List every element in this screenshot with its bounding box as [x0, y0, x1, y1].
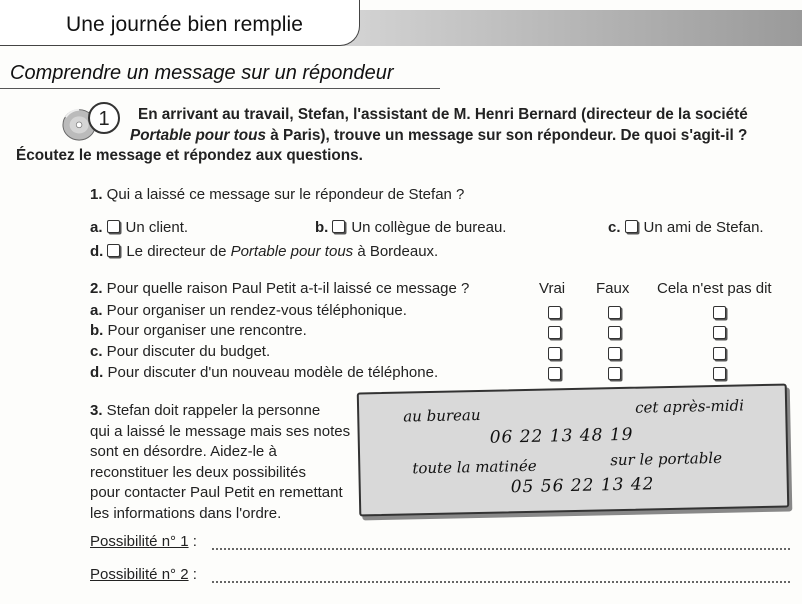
- option-label: Un ami de Stefan.: [643, 219, 764, 236]
- q3-text: Stefan doit rappeler la personne: [102, 402, 321, 419]
- q2-row-b: [90, 322, 307, 339]
- checkbox[interactable]: [625, 220, 638, 233]
- note-au-bureau: au bureau: [403, 405, 481, 426]
- option-label-end: à Bordeaux.: [353, 243, 439, 260]
- possibility-sep: :: [188, 533, 197, 550]
- exercise-instructions: [16, 105, 790, 167]
- option-label: Un client.: [125, 219, 189, 236]
- row-label: Pour discuter d'un nouveau modèle de téléphone.: [103, 364, 439, 381]
- section-title: Comprendre un message sur un répondeur: [10, 62, 394, 84]
- checkbox[interactable]: [107, 244, 120, 257]
- question-1-number: 1.: [90, 186, 103, 203]
- q3-line: [90, 401, 350, 422]
- question-1-text: Qui a laissé ce message sur le répondeur de Stefan ?: [102, 186, 465, 203]
- possibility-2: [90, 566, 197, 583]
- option-letter: c.: [608, 219, 621, 236]
- possibility-1-answer-line[interactable]: [212, 548, 790, 550]
- q3-line: sont en désordre. Aidez-le à: [90, 443, 277, 460]
- row-letter: c.: [90, 343, 103, 360]
- checkbox-a-faux[interactable]: [608, 306, 621, 319]
- question-2: [90, 280, 469, 297]
- note-apres-midi: cet après-midi: [634, 396, 745, 417]
- question-3-number: 3.: [90, 402, 103, 419]
- handwritten-note: [357, 384, 790, 517]
- q1-option-b: [315, 219, 506, 236]
- row-letter: b.: [90, 322, 104, 339]
- company-name: Portable pour tous: [230, 243, 354, 260]
- q1-option-a: [90, 219, 188, 236]
- note-matinee: toute la matinée: [412, 456, 537, 478]
- checkbox[interactable]: [332, 220, 345, 233]
- note-portable: sur le portable: [610, 448, 723, 470]
- q1-option-c: [608, 219, 764, 236]
- q3-line: pour contacter Paul Petit en remettant: [90, 484, 343, 501]
- possibility-sep: :: [188, 566, 197, 583]
- checkbox-d-faux[interactable]: [608, 367, 621, 380]
- checkbox-c-pas-dit[interactable]: [713, 347, 726, 360]
- checkbox-a-vrai[interactable]: [548, 306, 561, 319]
- note-phone-1: 06 22 13 48 19: [489, 424, 634, 448]
- row-letter: a.: [90, 302, 103, 319]
- question-2-number: 2.: [90, 280, 103, 297]
- checkbox-d-vrai[interactable]: [548, 367, 561, 380]
- intro-line-2-rest: à Paris), trouve un message sur son répondeur. De quoi s'agit-il ?: [265, 126, 748, 144]
- page-title: Une journée bien remplie: [66, 13, 304, 36]
- q2-row-d: [90, 364, 438, 381]
- header-banner: [330, 10, 802, 46]
- intro-line-3: Écoutez le message et répondez aux questions.: [16, 147, 363, 164]
- possibility-2-label: Possibilité n° 2: [90, 566, 189, 583]
- column-pas-dit: Cela n'est pas dit: [657, 280, 772, 297]
- option-letter: a.: [90, 219, 103, 236]
- q1-option-d: [90, 243, 438, 260]
- option-letter: b.: [315, 219, 329, 236]
- option-letter: d.: [90, 243, 104, 260]
- q3-line: reconstituer les deux possibilités: [90, 463, 306, 481]
- row-label: Pour discuter du budget.: [102, 343, 271, 360]
- header-tab: [0, 0, 360, 46]
- column-vrai: Vrai: [539, 280, 566, 297]
- section-divider: [0, 88, 440, 89]
- q3-line: les informations dans l'ordre.: [90, 504, 282, 522]
- q3-line: qui a laissé le message mais ses notes: [90, 422, 351, 440]
- q2-row-a: [90, 302, 407, 319]
- checkbox-b-faux[interactable]: [608, 326, 621, 339]
- intro-line-1: En arrivant au travail, Stefan, l'assistant de M. Henri Bernard (directeur de la société: [138, 106, 748, 123]
- question-3: [90, 401, 350, 524]
- row-label: Pour organiser une rencontre.: [103, 322, 307, 339]
- question-1: [90, 186, 464, 203]
- checkbox[interactable]: [107, 220, 120, 233]
- checkbox-c-vrai[interactable]: [548, 347, 561, 360]
- possibility-2-answer-line[interactable]: [212, 581, 790, 583]
- possibility-1-label: Possibilité n° 1: [90, 533, 189, 550]
- exercise-number-badge: 1: [88, 102, 120, 134]
- company-name: Portable pour tous: [130, 126, 266, 144]
- option-label: Le directeur de: [126, 243, 231, 260]
- column-faux: Faux: [596, 280, 630, 297]
- checkbox-b-pas-dit[interactable]: [713, 326, 726, 339]
- checkbox-a-pas-dit[interactable]: [713, 306, 726, 319]
- row-label: Pour organiser un rendez-vous téléphonique.: [102, 302, 407, 319]
- option-label: Un collègue de bureau.: [351, 219, 507, 236]
- checkbox-b-vrai[interactable]: [548, 326, 561, 339]
- note-phone-2: 05 56 22 13 42: [510, 474, 655, 498]
- q2-row-c: [90, 343, 270, 360]
- question-2-text: Pour quelle raison Paul Petit a-t-il laissé ce message ?: [102, 280, 470, 297]
- checkbox-d-pas-dit[interactable]: [713, 367, 726, 380]
- checkbox-c-faux[interactable]: [608, 347, 621, 360]
- intro-line-2: [90, 126, 790, 147]
- row-letter: d.: [90, 364, 104, 381]
- possibility-1: [90, 533, 197, 550]
